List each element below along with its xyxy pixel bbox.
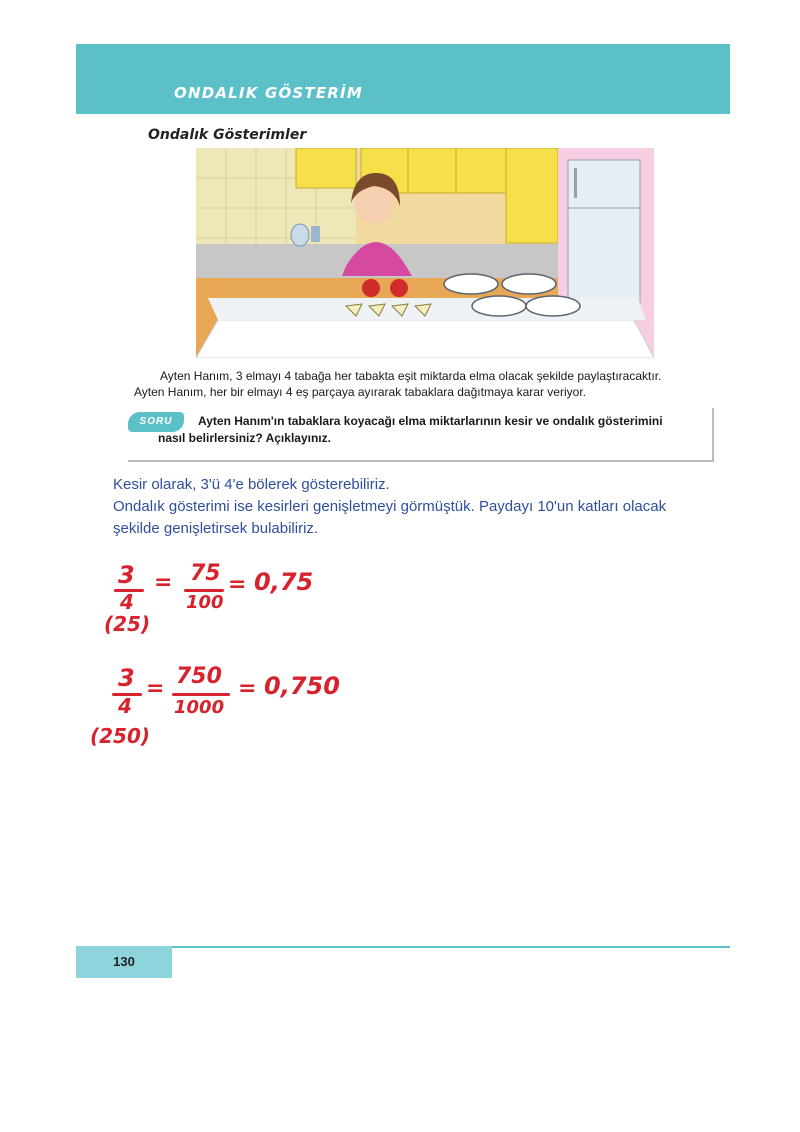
page-number-tab: [76, 946, 172, 978]
question-badge: SORU: [128, 412, 184, 432]
eq2-expansion-factor: (250): [90, 724, 151, 748]
eq1-numerator: 3: [118, 561, 135, 589]
eq2-denominator-2: 1000: [174, 697, 225, 718]
eq2-numerator: 3: [118, 664, 135, 692]
eq1-numerator-2: 75: [190, 561, 221, 586]
header-band: [76, 44, 730, 114]
eq1-result: 0,75: [254, 568, 314, 596]
page-header-title: ONDALIK GÖSTERİM: [174, 84, 363, 102]
question-line-2: nasıl belirlersiniz? Açıklayınız.: [158, 431, 331, 445]
eq2-equals-2: =: [238, 676, 257, 701]
answer-line-1: Kesir olarak, 3'ü 4'e bölerek gösterebiliriz.: [113, 476, 390, 493]
eq1-denominator: 4: [120, 590, 134, 614]
question-block: [128, 408, 714, 462]
page-number: 130: [113, 954, 135, 969]
eq1-denominator-2: 100: [186, 592, 224, 613]
section-title: Ondalık Gösterimler: [148, 127, 307, 143]
eq2-denominator: 4: [118, 694, 132, 718]
eq1-expansion-factor: (25): [104, 612, 151, 636]
answer-line-2: Ondalık gösterimi ise kesirleri genişletmeyi görmüştük. Paydayı 10'un katları olacak: [113, 498, 667, 515]
eq2-numerator-2: 750: [176, 664, 222, 689]
eq1-equals-1: =: [154, 570, 173, 595]
question-line-1: Ayten Hanım'ın tabaklara koyacağı elma miktarlarının kesir ve ondalık gösterimini: [198, 414, 663, 428]
footer-divider: [76, 946, 730, 948]
eq1-equals-2: =: [228, 572, 247, 597]
kitchen-illustration: [196, 148, 654, 358]
eq2-result: 0,750: [264, 672, 340, 700]
intro-paragraph-line-2: Ayten Hanım, her bir elmayı 4 eş parçaya ayırarak tabaklara dağıtmaya karar veriyor.: [134, 385, 586, 399]
eq2-fraction-bar-2: [172, 693, 230, 696]
answer-line-3: şekilde genişletirsek bulabiliriz.: [113, 520, 319, 537]
eq2-equals-1: =: [146, 676, 165, 701]
intro-paragraph-line-1: Ayten Hanım, 3 elmayı 4 tabağa her tabakta eşit miktarda elma olacak şekilde paylaştıracaktır.: [160, 369, 662, 383]
